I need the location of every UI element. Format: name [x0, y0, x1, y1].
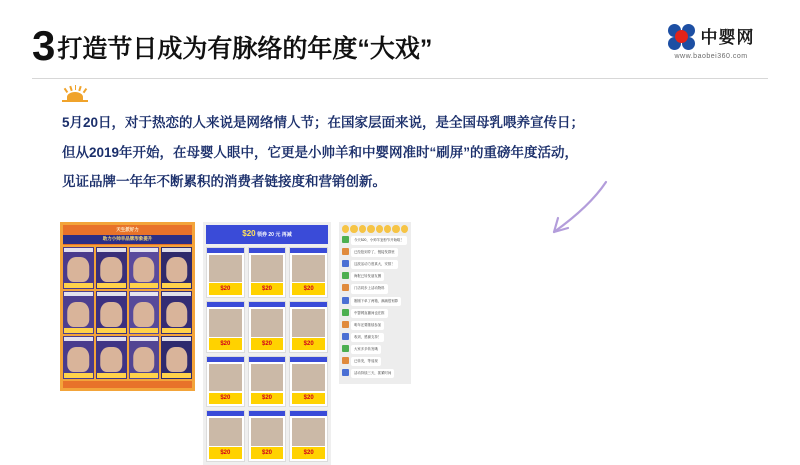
- chat-message: [342, 272, 408, 281]
- chat-bubble: 海报已转发朋友圈: [351, 272, 384, 281]
- chat-bubble: 收到，感谢支持！: [351, 333, 384, 342]
- chat-message: [342, 333, 408, 342]
- chat-message: [342, 309, 408, 318]
- coupon-amount: $20: [292, 338, 325, 350]
- poster-card: [161, 336, 192, 379]
- page-title: [32, 22, 433, 69]
- chat-bubble: 明年还要继续参加: [351, 321, 384, 330]
- chat-bubble: 已经抢到券了，链接发群里: [351, 248, 398, 257]
- coupon-card-grid: [206, 247, 328, 462]
- screenshot-cluster: [60, 222, 411, 465]
- curved-arrow-icon: [520, 178, 610, 248]
- coupon-card: [289, 410, 328, 462]
- poster-card-grid: [63, 247, 192, 379]
- chat-bubble: 今天520，小帅羊宠粉节开始啦！: [351, 236, 407, 245]
- coupon-amount: $20: [251, 338, 284, 350]
- poster-card: [63, 247, 94, 290]
- sunrise-icon: [62, 88, 88, 106]
- body-paragraph: [62, 108, 722, 197]
- chat-emoji-icon: [342, 225, 349, 233]
- poster-grid-screenshot[interactable]: [60, 222, 195, 391]
- coupon-card: [248, 247, 287, 299]
- chat-avatar: [342, 236, 349, 243]
- coupon-card: [206, 356, 245, 408]
- chat-bubble: 活动持续三天，抓紧时间: [351, 369, 394, 378]
- chat-avatar: [342, 309, 349, 316]
- coupon-card: [289, 301, 328, 353]
- coupon-amount: $20: [209, 283, 242, 295]
- coupon-amount: $20: [251, 283, 284, 295]
- logo-mark-icon: [668, 24, 696, 50]
- coupon-card: [248, 356, 287, 408]
- coupon-amount: $20: [209, 393, 242, 405]
- heading-text: 打造节日成为有脉络的年度“大戏”: [57, 35, 433, 63]
- poster-card: [63, 291, 94, 334]
- chat-message: [342, 345, 408, 354]
- chat-emoji-icon: [392, 225, 399, 233]
- body-line-1: 5月20日，对于热恋的人来说是网络情人节；在国家层面来说，是全国母乳喂养宣传日；: [62, 115, 585, 130]
- coupon-header-text: 领券 20 元 再减: [257, 232, 292, 238]
- chat-message: [342, 248, 408, 257]
- chat-emoji-icon: [384, 225, 391, 233]
- chat-log-screenshot[interactable]: [339, 222, 411, 384]
- poster-card: [96, 336, 127, 379]
- chat-avatar: [342, 284, 349, 291]
- logo-url: www.baobei360.com: [674, 53, 748, 60]
- chat-avatar: [342, 260, 349, 267]
- poster-card: [129, 336, 160, 379]
- chat-message: [342, 236, 408, 245]
- chat-emoji-icon: [376, 225, 383, 233]
- chat-avatar: [342, 297, 349, 304]
- chat-emoji-row: [342, 225, 408, 233]
- chat-emoji-icon: [401, 225, 408, 233]
- chat-bubble: 已转发，等返现: [351, 357, 381, 366]
- chat-avatar: [342, 369, 349, 376]
- logo-name: 中婴网: [700, 27, 755, 47]
- coupon-card: [248, 410, 287, 462]
- coupon-card: [206, 301, 245, 353]
- logo-row: [668, 24, 755, 50]
- chat-bubble: 中婴网直播间也在推: [351, 309, 388, 318]
- poster-grid-caption-sub: 助力小帅羊品牌形象提升: [63, 235, 192, 244]
- coupon-amount: $20: [209, 338, 242, 350]
- coupon-amount: $20: [292, 283, 325, 295]
- body-line-3: 见证品牌一年年不断累积的消费者链接度和营销创新。: [62, 174, 386, 190]
- body-line-2: 但从2019年开始，在母婴人眼中，它更是小帅羊和中婴网准时“刷屏”的重磅年度活动，: [62, 144, 579, 160]
- brand-logo: [646, 24, 776, 60]
- coupon-amount: $20: [292, 447, 325, 459]
- chat-emoji-icon: [367, 225, 374, 233]
- chat-avatar: [342, 333, 349, 340]
- coupon-amount: $20: [251, 447, 284, 459]
- chat-bubble: 刚刚下单了两箱，满减很划算: [351, 297, 401, 306]
- chat-bubble: 门店同步上活动物料: [351, 284, 388, 293]
- chat-message: [342, 357, 408, 366]
- coupon-header-amount: $20: [242, 229, 256, 238]
- coupon-card: [206, 247, 245, 299]
- chat-avatar: [342, 357, 349, 364]
- chat-message: [342, 297, 408, 306]
- poster-card: [63, 336, 94, 379]
- chat-bubble: 这波活动力度真大，安排！: [351, 260, 398, 269]
- coupon-grid-header: [206, 225, 328, 244]
- poster-grid-caption-top: 天生派好力: [116, 227, 139, 232]
- poster-card: [96, 247, 127, 290]
- poster-grid-banner: [63, 225, 192, 245]
- poster-grid-footer: [63, 381, 192, 388]
- coupon-amount: $20: [292, 393, 325, 405]
- poster-card: [96, 291, 127, 334]
- coupon-grid-screenshot[interactable]: [203, 222, 331, 465]
- chat-avatar: [342, 321, 349, 328]
- chat-emoji-icon: [350, 225, 357, 233]
- heading-divider: [32, 78, 768, 79]
- chat-emoji-icon: [359, 225, 366, 233]
- poster-card: [129, 247, 160, 290]
- poster-card: [161, 291, 192, 334]
- chat-avatar: [342, 272, 349, 279]
- poster-card: [129, 291, 160, 334]
- chat-message: [342, 321, 408, 330]
- poster-card: [161, 247, 192, 290]
- chat-message: [342, 260, 408, 269]
- chat-bubble: 大家多多转发哦: [351, 345, 381, 354]
- chat-message-list: [342, 236, 408, 378]
- chat-message: [342, 369, 408, 378]
- chat-message: [342, 284, 408, 293]
- coupon-card: [289, 356, 328, 408]
- coupon-amount: $20: [209, 447, 242, 459]
- coupon-amount: $20: [251, 393, 284, 405]
- chat-avatar: [342, 345, 349, 352]
- coupon-card: [248, 301, 287, 353]
- coupon-card: [289, 247, 328, 299]
- chat-avatar: [342, 248, 349, 255]
- coupon-card: [206, 410, 245, 462]
- heading-number: 3: [32, 22, 56, 69]
